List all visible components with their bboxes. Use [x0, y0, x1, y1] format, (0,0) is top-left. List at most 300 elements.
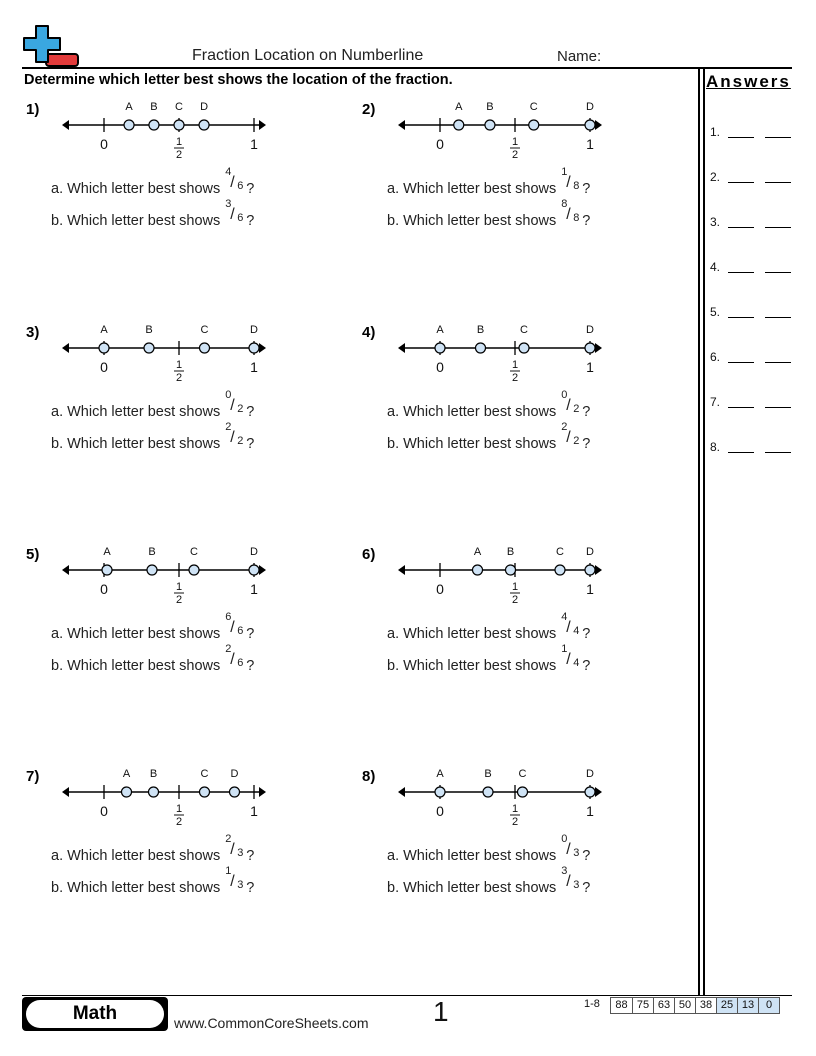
- fraction-numerator: 4: [225, 166, 232, 178]
- question-text: b. Which letter best shows: [387, 658, 561, 674]
- answer-row: [710, 215, 794, 231]
- fraction-denominator: 3: [573, 879, 580, 891]
- label-one: 1: [586, 359, 594, 375]
- label-zero: 0: [100, 803, 108, 819]
- answer-blank-b[interactable]: [765, 362, 791, 363]
- label-one: 1: [586, 136, 594, 152]
- question-mark: ?: [582, 181, 591, 197]
- question-mark: ?: [582, 436, 591, 452]
- fraction-slash: /: [566, 619, 571, 636]
- point-label-a: A: [103, 546, 111, 558]
- score-table: [610, 997, 780, 1014]
- fraction: [224, 421, 246, 448]
- question-text: a. Which letter best shows: [51, 181, 225, 197]
- label-half-numerator: 1: [511, 359, 519, 371]
- fraction-slash: /: [566, 174, 571, 191]
- fraction-numerator: 1: [561, 643, 568, 655]
- answer-blank-a[interactable]: [728, 452, 754, 453]
- question-text: b. Which letter best shows: [51, 658, 225, 674]
- label-half-numerator: 1: [511, 581, 519, 593]
- arrow-left-icon: [398, 120, 405, 130]
- question-mark: ?: [246, 880, 255, 896]
- question-a: [51, 833, 255, 864]
- point-label-b: B: [484, 768, 492, 780]
- arrow-left-icon: [62, 120, 69, 130]
- problem: [26, 767, 346, 907]
- fraction-numerator: 2: [225, 421, 232, 433]
- problem-number: 2): [362, 101, 376, 118]
- problem: [26, 323, 346, 463]
- point-label-c: C: [529, 101, 538, 113]
- page-title: Fraction Location on Numberline: [192, 47, 424, 64]
- answer-number: 3.: [710, 215, 721, 229]
- point-label-d: D: [250, 546, 258, 558]
- score-cell: 75: [632, 998, 653, 1013]
- score-range-label: 1-8: [584, 998, 600, 1010]
- subject-label: Math: [26, 1000, 164, 1028]
- problem-number: 7): [26, 768, 40, 785]
- fraction: [560, 865, 582, 892]
- answer-blank-a[interactable]: [728, 317, 754, 318]
- question-mark: ?: [582, 626, 591, 642]
- label-one: 1: [250, 359, 258, 375]
- question-mark: ?: [246, 626, 255, 642]
- question-mark: ?: [582, 880, 591, 896]
- label-zero: 0: [436, 136, 444, 152]
- problem: [362, 323, 682, 463]
- question-a: [51, 389, 255, 420]
- point-c: [518, 787, 528, 797]
- score-cell: 88: [615, 999, 628, 1011]
- point-b: [147, 565, 157, 575]
- fraction-slash: /: [566, 841, 571, 858]
- fraction: [560, 389, 582, 416]
- point-label-d: D: [586, 546, 594, 558]
- fraction-numerator: 6: [225, 611, 232, 623]
- point-b: [149, 120, 159, 130]
- point-a: [124, 120, 134, 130]
- point-c: [200, 343, 210, 353]
- fraction: [224, 389, 246, 416]
- question-mark: ?: [582, 404, 591, 420]
- question-text: b. Which letter best shows: [387, 880, 561, 896]
- fraction-denominator: 8: [573, 180, 580, 192]
- answer-blank-b[interactable]: [765, 137, 791, 138]
- question-text: a. Which letter best shows: [387, 848, 561, 864]
- fraction-numerator: 0: [225, 389, 232, 401]
- point-label-d: D: [230, 768, 239, 780]
- answer-number: 8.: [710, 440, 721, 454]
- point-label-a: A: [122, 768, 131, 780]
- label-one: 1: [250, 803, 258, 819]
- problem-number: 8): [362, 768, 376, 785]
- point-d: [585, 787, 595, 797]
- question-a: [387, 833, 591, 864]
- question-b: [51, 198, 255, 229]
- fraction-denominator: 6: [237, 657, 244, 669]
- answer-row: [710, 395, 794, 411]
- fraction-denominator: 2: [237, 435, 244, 447]
- answer-blank-b[interactable]: [765, 272, 791, 273]
- score-cell: 13: [737, 998, 758, 1013]
- point-b: [483, 787, 493, 797]
- point-c: [200, 787, 210, 797]
- question-text: b. Which letter best shows: [51, 213, 225, 229]
- question-b: [387, 198, 591, 229]
- question-a: [387, 166, 591, 197]
- point-label-d: D: [586, 324, 594, 336]
- answer-divider-inner: [703, 67, 705, 995]
- label-half-numerator: 1: [175, 359, 183, 371]
- question-mark: ?: [246, 436, 255, 452]
- answer-number: 6.: [710, 350, 721, 364]
- question-b: [51, 865, 255, 896]
- arrow-right-icon: [259, 120, 266, 130]
- question-b: [51, 643, 255, 674]
- footer-rule: [22, 995, 792, 996]
- problem-number: 1): [26, 101, 40, 118]
- fraction: [560, 833, 582, 860]
- question-mark: ?: [246, 404, 255, 420]
- problem: [362, 100, 682, 240]
- point-label-c: C: [520, 324, 528, 336]
- label-one: 1: [586, 581, 594, 597]
- question-a: [387, 611, 591, 642]
- fraction-denominator: 6: [237, 625, 244, 637]
- number-line: [396, 545, 606, 605]
- point-label-c: C: [175, 101, 183, 113]
- number-line: [60, 767, 270, 827]
- fraction-denominator: 3: [237, 879, 244, 891]
- number-line: [60, 545, 270, 605]
- answer-row: [710, 170, 794, 186]
- answer-blank-a[interactable]: [728, 137, 754, 138]
- arrow-left-icon: [62, 343, 69, 353]
- question-mark: ?: [246, 213, 255, 229]
- fraction-slash: /: [230, 206, 235, 223]
- label-half-denominator: 2: [511, 149, 519, 161]
- point-label-a: A: [436, 324, 444, 336]
- problem-number: 5): [26, 546, 40, 563]
- number-line: [60, 100, 270, 160]
- question-text: b. Which letter best shows: [387, 436, 561, 452]
- arrow-left-icon: [398, 565, 405, 575]
- point-c: [555, 565, 565, 575]
- point-label-a: A: [125, 101, 133, 113]
- label-half-denominator: 2: [511, 594, 519, 606]
- point-c: [519, 343, 529, 353]
- score-cell: 63: [653, 998, 674, 1013]
- fraction-slash: /: [230, 841, 235, 858]
- fraction: [560, 198, 582, 225]
- score-cell: 50: [674, 998, 695, 1013]
- answer-blank-a[interactable]: [728, 407, 754, 408]
- answer-row: [710, 440, 794, 456]
- question-b: [51, 421, 255, 452]
- question-text: a. Which letter best shows: [51, 848, 225, 864]
- point-label-c: C: [190, 546, 198, 558]
- answer-blank-b[interactable]: [765, 227, 791, 228]
- fraction-denominator: 3: [237, 847, 244, 859]
- point-d: [585, 120, 595, 130]
- answer-blank-b[interactable]: [765, 182, 791, 183]
- arrow-right-icon: [595, 565, 602, 575]
- fraction-slash: /: [230, 174, 235, 191]
- point-label-a: A: [455, 101, 463, 113]
- score-cell: 25: [716, 998, 737, 1013]
- fraction-slash: /: [230, 873, 235, 890]
- logo-icon: [22, 24, 80, 68]
- answer-row: [710, 125, 794, 141]
- answer-blank-a[interactable]: [728, 272, 754, 273]
- problem-number: 6): [362, 546, 376, 563]
- instructions: Determine which letter best shows the location of the fraction.: [24, 72, 453, 88]
- header-rule: [22, 67, 792, 69]
- arrow-right-icon: [595, 787, 602, 797]
- point-a: [435, 787, 445, 797]
- label-half-numerator: 1: [511, 803, 519, 815]
- point-a: [454, 120, 464, 130]
- point-label-c: C: [518, 768, 527, 780]
- point-c: [189, 565, 199, 575]
- label-half-denominator: 2: [175, 594, 183, 606]
- label-half-denominator: 2: [175, 816, 183, 828]
- point-b: [144, 343, 154, 353]
- answer-row: [710, 350, 794, 366]
- answer-blank-b[interactable]: [765, 452, 791, 453]
- label-zero: 0: [100, 581, 108, 597]
- question-b: [387, 421, 591, 452]
- question-text: a. Which letter best shows: [387, 181, 561, 197]
- label-half-denominator: 2: [511, 816, 519, 828]
- fraction: [224, 833, 246, 860]
- fraction-slash: /: [566, 397, 571, 414]
- fraction: [224, 166, 246, 193]
- label-half-numerator: 1: [175, 136, 183, 148]
- point-a: [102, 565, 112, 575]
- arrow-left-icon: [62, 565, 69, 575]
- label-zero: 0: [100, 136, 108, 152]
- fraction: [560, 611, 582, 638]
- question-mark: ?: [582, 848, 591, 864]
- question-b: [387, 865, 591, 896]
- question-mark: ?: [246, 181, 255, 197]
- point-label-d: D: [200, 101, 209, 113]
- fraction-denominator: 6: [237, 212, 244, 224]
- answer-divider: [698, 67, 700, 995]
- answer-number: 1.: [710, 125, 721, 139]
- label-zero: 0: [436, 359, 444, 375]
- point-d: [230, 787, 240, 797]
- fraction-denominator: 2: [573, 403, 580, 415]
- question-a: [51, 166, 255, 197]
- answer-blank-b[interactable]: [765, 407, 791, 408]
- question-mark: ?: [246, 848, 255, 864]
- number-line: [396, 100, 606, 160]
- fraction-numerator: 3: [561, 865, 568, 877]
- fraction-numerator: 0: [561, 389, 568, 401]
- fraction: [224, 865, 246, 892]
- answer-blank-a[interactable]: [728, 362, 754, 363]
- fraction-slash: /: [230, 429, 235, 446]
- question-text: a. Which letter best shows: [51, 404, 225, 420]
- fraction-slash: /: [230, 619, 235, 636]
- point-label-c: C: [200, 324, 209, 336]
- point-label-a: A: [436, 768, 444, 780]
- question-text: b. Which letter best shows: [51, 436, 225, 452]
- problem-number: 4): [362, 324, 376, 341]
- point-b: [149, 787, 159, 797]
- problem: [26, 100, 346, 240]
- point-label-b: B: [476, 324, 485, 336]
- arrow-right-icon: [259, 343, 266, 353]
- label-one: 1: [586, 803, 594, 819]
- fraction-slash: /: [566, 206, 571, 223]
- label-zero: 0: [436, 581, 444, 597]
- point-label-a: A: [100, 324, 108, 336]
- site-url: www.CommonCoreSheets.com: [174, 1015, 369, 1031]
- score-cell: 38: [695, 998, 716, 1013]
- problem: [26, 545, 346, 685]
- point-label-d: D: [586, 101, 594, 113]
- fraction-slash: /: [566, 651, 571, 668]
- point-b: [485, 120, 495, 130]
- point-label-b: B: [486, 101, 494, 113]
- point-label-b: B: [148, 546, 156, 558]
- point-d: [585, 565, 595, 575]
- number-line: [396, 767, 606, 827]
- arrow-right-icon: [595, 343, 602, 353]
- fraction-numerator: 8: [561, 198, 568, 210]
- fraction-numerator: 1: [225, 865, 232, 877]
- question-a: [51, 611, 255, 642]
- point-label-d: D: [250, 324, 258, 336]
- point-c: [529, 120, 539, 130]
- question-text: a. Which letter best shows: [387, 626, 561, 642]
- point-a: [99, 343, 109, 353]
- point-d: [585, 343, 595, 353]
- fraction-slash: /: [566, 429, 571, 446]
- problem: [362, 545, 682, 685]
- point-label-a: A: [473, 546, 482, 558]
- problem: [362, 767, 682, 907]
- point-c: [174, 120, 184, 130]
- label-one: 1: [250, 581, 258, 597]
- fraction-slash: /: [230, 397, 235, 414]
- fraction-slash: /: [566, 873, 571, 890]
- point-label-c: C: [200, 768, 209, 780]
- arrow-left-icon: [398, 787, 405, 797]
- name-label: Name:: [557, 48, 602, 65]
- answer-number: 2.: [710, 170, 721, 184]
- label-half-denominator: 2: [511, 372, 519, 384]
- arrow-right-icon: [259, 565, 266, 575]
- answer-row: [710, 305, 794, 321]
- question-b: [387, 643, 591, 674]
- fraction: [224, 198, 246, 225]
- fraction-slash: /: [230, 651, 235, 668]
- point-a: [473, 565, 483, 575]
- fraction-denominator: 8: [573, 212, 580, 224]
- fraction-numerator: 4: [561, 611, 568, 623]
- question-a: [387, 389, 591, 420]
- point-label-b: B: [149, 768, 158, 780]
- point-label-d: D: [586, 768, 594, 780]
- answer-blank-a[interactable]: [728, 182, 754, 183]
- fraction-numerator: 2: [225, 833, 232, 845]
- point-d: [249, 343, 259, 353]
- label-zero: 0: [100, 359, 108, 375]
- arrow-right-icon: [595, 120, 602, 130]
- point-d: [249, 565, 259, 575]
- answer-number: 4.: [710, 260, 721, 274]
- fraction: [560, 166, 582, 193]
- point-label-b: B: [506, 546, 515, 558]
- fraction-denominator: 2: [573, 435, 580, 447]
- fraction-numerator: 2: [561, 421, 568, 433]
- answer-number: 7.: [710, 395, 721, 409]
- arrow-left-icon: [398, 343, 405, 353]
- label-one: 1: [250, 136, 258, 152]
- label-half-denominator: 2: [175, 149, 183, 161]
- fraction-denominator: 6: [237, 180, 244, 192]
- answer-number: 5.: [710, 305, 721, 319]
- fraction-numerator: 1: [561, 166, 568, 178]
- fraction-denominator: 4: [573, 657, 580, 669]
- question-text: b. Which letter best shows: [387, 213, 561, 229]
- point-label-b: B: [145, 324, 153, 336]
- label-half-numerator: 1: [511, 136, 519, 148]
- number-line: [60, 323, 270, 383]
- answer-blank-b[interactable]: [765, 317, 791, 318]
- answer-row: [710, 260, 794, 276]
- fraction: [224, 643, 246, 670]
- fraction-numerator: 2: [225, 643, 232, 655]
- fraction: [224, 611, 246, 638]
- question-mark: ?: [246, 658, 255, 674]
- fraction-denominator: 3: [573, 847, 580, 859]
- question-text: b. Which letter best shows: [51, 880, 225, 896]
- fraction-numerator: 0: [561, 833, 568, 845]
- fraction-denominator: 2: [237, 403, 244, 415]
- label-half-numerator: 1: [175, 581, 183, 593]
- label-half-numerator: 1: [175, 803, 183, 815]
- fraction-denominator: 4: [573, 625, 580, 637]
- arrow-right-icon: [259, 787, 266, 797]
- answers-title: Answers: [706, 72, 791, 91]
- point-label-c: C: [556, 546, 564, 558]
- question-mark: ?: [582, 658, 591, 674]
- question-text: a. Which letter best shows: [387, 404, 561, 420]
- fraction-numerator: 3: [225, 198, 232, 210]
- question-text: a. Which letter best shows: [51, 626, 225, 642]
- label-zero: 0: [436, 803, 444, 819]
- point-label-b: B: [150, 101, 158, 113]
- question-mark: ?: [582, 213, 591, 229]
- point-a: [122, 787, 132, 797]
- arrow-left-icon: [62, 787, 69, 797]
- label-half-denominator: 2: [175, 372, 183, 384]
- page-number: 1: [433, 996, 449, 1027]
- point-d: [199, 120, 209, 130]
- fraction: [560, 643, 582, 670]
- score-cell: 0: [758, 998, 779, 1013]
- answer-blank-a[interactable]: [728, 227, 754, 228]
- point-a: [435, 343, 445, 353]
- point-b: [506, 565, 516, 575]
- problem-number: 3): [26, 324, 40, 341]
- number-line: [396, 323, 606, 383]
